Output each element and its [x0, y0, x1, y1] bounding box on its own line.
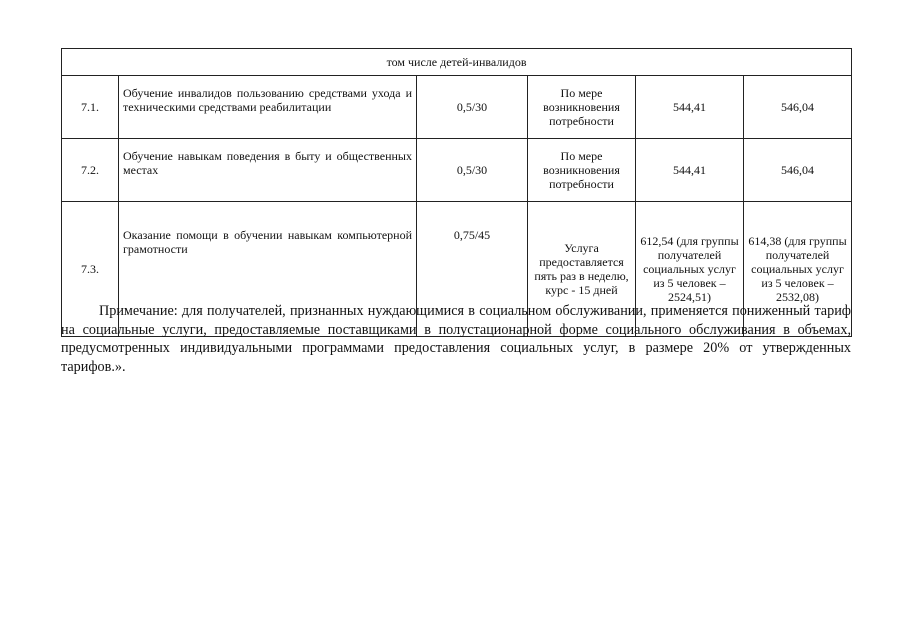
- table-row: [62, 139, 852, 202]
- tariff-b: 546,04: [744, 139, 852, 202]
- time-norm: 0,5/30: [417, 76, 528, 139]
- tariff-b: 614,38 (для группы получателей социальных услуг из 5 человек – 2532,08): [744, 202, 852, 337]
- frequency: По мере возникновения потребности: [528, 139, 636, 202]
- row-number: 7.2.: [62, 139, 119, 202]
- tariff-b: 546,04: [744, 76, 852, 139]
- table-row: [62, 76, 852, 139]
- tariff-table: [61, 48, 852, 337]
- frequency: Услуга предоставляется пять раз в неделю, курс - 15 дней: [528, 202, 636, 337]
- service-name: Обучение навыкам поведения в быту и общественных местах: [119, 139, 417, 202]
- service-name: Обучение инвалидов пользованию средствами ухода и техническими средствами реабилитации: [119, 76, 417, 139]
- tariff-a: 544,41: [636, 76, 744, 139]
- row-number: 7.3.: [62, 202, 119, 337]
- note-paragraph: Примечание: для получателей, признанных нуждающимися в социальном обслуживании, применяется пониженный тариф на социальные услуги, предоставляемые поставщиками в полустационарной форме социального обслуживания в объемах, предусмотренных индивидуальными программами предоставления социальных услуг, в размере 20% от утвержденных тарифов.».: [61, 303, 851, 375]
- tariff-a: 544,41: [636, 139, 744, 202]
- frequency: По мере возникновения потребности: [528, 76, 636, 139]
- tariff-a: 612,54 (для группы получателей социальных услуг из 5 человек – 2524,51): [636, 202, 744, 337]
- service-name: Оказание помощи в обучении навыкам компьютерной грамотности: [119, 202, 417, 337]
- group-header-cell: том числе детей-инвалидов: [62, 49, 852, 76]
- time-norm: 0,75/45: [417, 202, 528, 337]
- row-number: 7.1.: [62, 76, 119, 139]
- table-group-header-row: [62, 49, 852, 76]
- time-norm: 0,5/30: [417, 139, 528, 202]
